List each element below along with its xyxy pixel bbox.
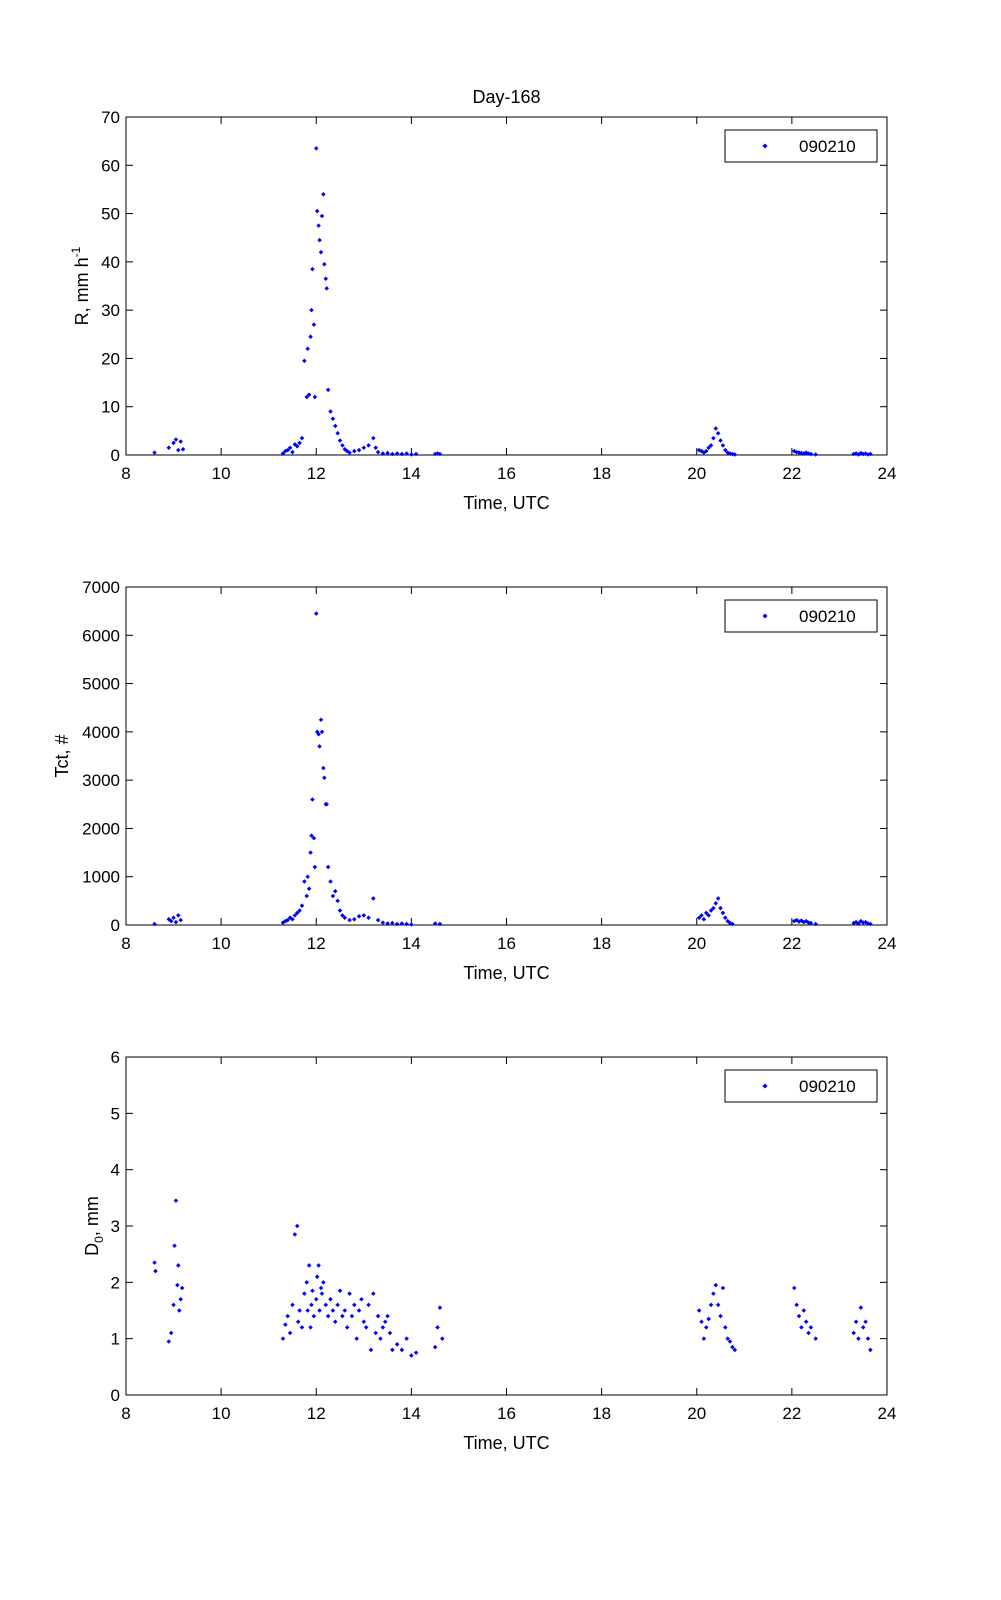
data-point xyxy=(152,922,157,927)
data-point xyxy=(716,1303,721,1308)
data-point xyxy=(792,1286,797,1291)
chart-2-xtick-label: 18 xyxy=(592,934,612,953)
data-point xyxy=(718,906,723,911)
data-point xyxy=(307,887,312,892)
chart-3-xtick-label: 20 xyxy=(687,1404,707,1423)
data-point xyxy=(302,879,307,884)
chart-2-legend xyxy=(725,600,877,632)
data-point xyxy=(308,850,313,855)
data-point xyxy=(395,922,400,927)
data-point xyxy=(338,908,343,913)
data-point xyxy=(385,1314,390,1319)
data-point xyxy=(414,1350,419,1355)
data-point xyxy=(152,450,157,455)
data-point xyxy=(307,1263,312,1268)
data-point xyxy=(333,1320,338,1325)
chart-2-xtick-label: 12 xyxy=(306,934,326,953)
chart-3-xtick-label: 18 xyxy=(592,1404,612,1423)
chart-1-ytick-label: 30 xyxy=(101,301,120,321)
data-point xyxy=(809,1325,814,1330)
chart-3-ylabel-main: D xyxy=(82,1242,102,1256)
chart-1-plot-area xyxy=(126,117,887,455)
chart-2-ytick-label: 4000 xyxy=(82,722,120,742)
chart-2-xtick-label: 14 xyxy=(401,934,421,953)
chart-2-xtick-label: 10 xyxy=(211,934,231,953)
data-point xyxy=(799,1325,804,1330)
data-point xyxy=(395,1342,400,1347)
chart-2-ytick-label: 1000 xyxy=(82,867,120,887)
data-point xyxy=(697,1308,702,1313)
data-point xyxy=(723,1325,728,1330)
chart-1-ytick-label: 10 xyxy=(101,397,120,417)
chart-1-xtick-label: 16 xyxy=(497,464,516,483)
data-point xyxy=(373,445,378,450)
chart-2-ylabel-main: Tct, # xyxy=(52,734,72,778)
data-point xyxy=(315,1274,320,1279)
data-point xyxy=(300,903,305,908)
data-point xyxy=(309,1303,314,1308)
chart-1-ylabel-sup: -1 xyxy=(69,246,83,258)
data-point xyxy=(181,447,186,452)
chart-3-ytick-label: 2 xyxy=(110,1273,120,1293)
data-point xyxy=(171,915,176,920)
chart-2-xtick-label: 8 xyxy=(121,934,131,953)
data-point xyxy=(305,1308,310,1313)
data-point xyxy=(314,146,319,151)
data-point xyxy=(343,1308,348,1313)
data-point xyxy=(362,1320,367,1325)
data-point xyxy=(806,1331,811,1336)
data-point xyxy=(859,1305,864,1310)
data-point xyxy=(172,1243,177,1248)
data-point xyxy=(304,1280,309,1285)
data-point xyxy=(314,611,319,616)
data-point xyxy=(376,450,381,455)
data-point xyxy=(152,1260,157,1265)
data-point xyxy=(390,452,395,457)
data-point xyxy=(376,918,381,923)
data-point xyxy=(308,334,313,339)
chart-1-legend-label: 090210 xyxy=(799,137,856,156)
chart-3-xtick-label: 8 xyxy=(121,1404,131,1423)
data-point xyxy=(313,865,318,870)
data-point xyxy=(851,1331,856,1336)
data-point xyxy=(167,1339,172,1344)
data-point xyxy=(433,1345,438,1350)
data-point xyxy=(321,766,326,771)
data-point xyxy=(863,1320,868,1325)
data-point xyxy=(335,899,340,904)
chart-2-ytick-label: 2000 xyxy=(82,819,120,839)
data-point xyxy=(702,917,707,922)
data-point xyxy=(326,1314,331,1319)
data-point xyxy=(383,1320,388,1325)
data-point xyxy=(409,922,414,927)
data-point xyxy=(802,1308,807,1313)
data-point xyxy=(320,1291,325,1296)
chart-2-ytick-label: 0 xyxy=(110,916,120,935)
data-point xyxy=(714,901,719,906)
data-point xyxy=(293,1232,298,1237)
data-point xyxy=(861,1325,866,1330)
data-point xyxy=(714,426,719,431)
data-point xyxy=(177,1308,182,1313)
data-point xyxy=(854,1320,859,1325)
data-point xyxy=(171,441,176,446)
chart-3-xtick-label: 22 xyxy=(782,1404,802,1423)
data-point xyxy=(326,388,331,393)
data-point xyxy=(357,448,362,453)
data-point xyxy=(352,449,357,454)
data-point xyxy=(308,1325,313,1330)
data-point xyxy=(338,438,343,443)
chart-3-ylabel-sub: 0 xyxy=(92,1236,106,1243)
chart-1-ytick-label: 0 xyxy=(110,446,120,465)
data-point xyxy=(312,1314,317,1319)
data-point xyxy=(813,922,818,927)
data-point xyxy=(302,1291,307,1296)
data-point xyxy=(340,443,345,448)
chart-2-xtick-label: 22 xyxy=(782,934,802,953)
data-point xyxy=(711,436,716,441)
chart-3-xtick-label: 14 xyxy=(401,1404,421,1423)
data-point xyxy=(338,1289,343,1294)
data-point xyxy=(319,718,324,723)
data-point xyxy=(438,922,443,927)
data-point xyxy=(285,1314,290,1319)
data-point xyxy=(310,267,315,272)
data-point xyxy=(345,1325,350,1330)
chart-3-ylabel-suffix: , mm xyxy=(82,1196,102,1237)
data-point xyxy=(813,1336,818,1341)
data-point xyxy=(297,441,302,446)
data-point xyxy=(322,262,327,267)
data-point xyxy=(381,1325,386,1330)
data-point xyxy=(174,920,179,925)
chart-3-xtick-label: 24 xyxy=(877,1404,897,1423)
data-point xyxy=(369,1348,374,1353)
data-point xyxy=(328,409,333,414)
data-point xyxy=(371,1291,376,1296)
data-point xyxy=(378,1336,383,1341)
chart-3-legend-label: 090210 xyxy=(799,1077,856,1096)
data-point xyxy=(699,1320,704,1325)
data-point xyxy=(359,1297,364,1302)
data-point xyxy=(331,894,336,899)
data-point xyxy=(178,1297,183,1302)
data-point xyxy=(323,276,328,281)
data-point xyxy=(366,1303,371,1308)
chart-1-xtick-label: 10 xyxy=(211,464,231,483)
data-point xyxy=(366,443,371,448)
chart-3-ytick-label: 6 xyxy=(110,1048,120,1067)
data-point xyxy=(333,889,338,894)
chart-1-xtick-label: 12 xyxy=(306,464,326,483)
chart-2-ytick-label: 7000 xyxy=(82,578,120,597)
chart-3-xtick-label: 10 xyxy=(211,1404,231,1423)
data-point xyxy=(295,1224,300,1229)
data-point xyxy=(414,452,419,457)
data-point xyxy=(357,914,362,919)
data-point xyxy=(718,1314,723,1319)
data-point xyxy=(435,1325,440,1330)
chart-3-series-1 xyxy=(152,1198,872,1357)
data-point xyxy=(371,896,376,901)
chart-1-xtick-label: 20 xyxy=(687,464,707,483)
data-point xyxy=(178,918,183,923)
data-point xyxy=(176,448,181,453)
chart-2-ytick-label: 3000 xyxy=(82,771,120,791)
data-point xyxy=(702,1336,707,1341)
chart-1-ytick-label: 70 xyxy=(101,108,120,127)
data-point xyxy=(331,417,336,422)
chart-1-ytick-label: 20 xyxy=(101,349,120,369)
chart-2-xtick-label: 16 xyxy=(497,934,516,953)
data-point xyxy=(350,1314,355,1319)
data-point xyxy=(440,1336,445,1341)
chart-1-ylabel-main: R, mm h xyxy=(72,257,92,326)
data-point xyxy=(347,918,352,923)
data-point xyxy=(331,1308,336,1313)
data-point xyxy=(300,1325,305,1330)
data-point xyxy=(316,223,321,228)
data-point xyxy=(357,1308,362,1313)
data-point xyxy=(297,1308,302,1313)
chart-2-xtick-label: 20 xyxy=(687,934,707,953)
data-point xyxy=(335,1303,340,1308)
data-point xyxy=(323,1303,328,1308)
data-point xyxy=(400,1348,405,1353)
data-point xyxy=(376,1314,381,1319)
data-point xyxy=(706,1317,711,1322)
data-point xyxy=(364,1325,369,1330)
chart-2-ytick-label: 5000 xyxy=(82,674,120,694)
data-point xyxy=(176,1263,181,1268)
data-point xyxy=(714,1283,719,1288)
data-point xyxy=(438,1305,443,1310)
chart-3-xlabel: Time, UTC xyxy=(463,1433,550,1453)
data-point xyxy=(804,1320,809,1325)
chart-3-ytick-label: 1 xyxy=(110,1329,120,1349)
data-point xyxy=(333,424,338,429)
chart-1-ylabel xyxy=(69,246,92,325)
data-point xyxy=(723,915,728,920)
data-point xyxy=(390,1348,395,1353)
data-point xyxy=(352,917,357,922)
data-point xyxy=(174,1198,179,1203)
data-point xyxy=(328,1297,333,1302)
data-point xyxy=(362,913,367,918)
data-point xyxy=(288,1331,293,1336)
chart-3-ytick-label: 5 xyxy=(110,1104,120,1124)
chart-1-ytick-label: 60 xyxy=(101,156,120,176)
data-point xyxy=(321,1280,326,1285)
data-point xyxy=(175,1283,180,1288)
chart-2-ytick-label: 6000 xyxy=(82,626,120,646)
data-point xyxy=(709,1303,714,1308)
data-point xyxy=(409,452,414,457)
chart-1-xtick-label: 22 xyxy=(782,464,802,483)
data-point xyxy=(404,1336,409,1341)
chart-1-xtick-label: 14 xyxy=(401,464,421,483)
data-point xyxy=(153,1269,158,1274)
data-point xyxy=(176,913,181,918)
data-point xyxy=(409,1353,414,1358)
data-point xyxy=(856,1336,861,1341)
data-point xyxy=(366,915,371,920)
data-point xyxy=(315,209,320,214)
data-point xyxy=(716,896,721,901)
chart-3-ytick-label: 0 xyxy=(110,1386,120,1405)
chart-2-xtick-label: 24 xyxy=(877,934,897,953)
chart-3-ytick-label: 3 xyxy=(110,1217,120,1236)
chart-2 xyxy=(52,578,896,983)
data-point xyxy=(313,395,318,400)
data-point xyxy=(309,308,314,313)
data-point xyxy=(321,192,326,197)
data-point xyxy=(324,286,329,291)
chart-2-ylabel xyxy=(52,734,72,777)
data-point xyxy=(347,1291,352,1296)
chart-1-legend xyxy=(725,130,877,162)
data-point xyxy=(180,1286,185,1291)
data-point xyxy=(290,450,295,455)
chart-3-legend xyxy=(725,1070,877,1102)
data-point xyxy=(721,1286,726,1291)
data-point xyxy=(310,1289,315,1294)
data-point xyxy=(373,1331,378,1336)
data-point xyxy=(300,436,305,441)
data-point xyxy=(283,1322,288,1327)
data-point xyxy=(290,1303,295,1308)
data-point xyxy=(305,874,310,879)
data-point xyxy=(362,445,367,450)
data-point xyxy=(813,452,818,457)
data-point xyxy=(178,439,183,444)
chart-1-xtick-label: 24 xyxy=(877,464,897,483)
data-point xyxy=(320,214,325,219)
data-point xyxy=(316,1263,321,1268)
chart-2-legend-label: 090210 xyxy=(799,607,856,626)
data-point xyxy=(296,1320,301,1325)
data-point xyxy=(718,438,723,443)
data-point xyxy=(721,911,726,916)
chart-1-xlabel: Time, UTC xyxy=(463,493,550,513)
chart-3-ylabel xyxy=(82,1196,106,1256)
data-point xyxy=(319,250,324,255)
chart-2-xlabel: Time, UTC xyxy=(463,963,550,983)
data-point xyxy=(302,359,307,364)
data-point xyxy=(794,1303,799,1308)
data-point xyxy=(400,452,405,457)
data-point xyxy=(305,347,310,352)
data-point xyxy=(335,431,340,436)
data-point xyxy=(304,894,309,899)
data-point xyxy=(319,1286,324,1291)
data-point xyxy=(388,1331,393,1336)
chart-1-xtick-label: 18 xyxy=(592,464,612,483)
data-point xyxy=(371,436,376,441)
chart-1-series-1 xyxy=(152,146,872,457)
chart-3-ytick-label: 4 xyxy=(110,1160,120,1180)
data-point xyxy=(328,879,333,884)
data-point xyxy=(404,922,409,927)
chart-1-title: Day-168 xyxy=(472,87,541,107)
data-point xyxy=(866,1336,871,1341)
data-point xyxy=(354,1336,359,1341)
data-point xyxy=(716,431,721,436)
data-point xyxy=(312,322,317,327)
chart-3-xtick-label: 12 xyxy=(306,1404,326,1423)
data-point xyxy=(281,1336,286,1341)
data-point xyxy=(167,445,172,450)
data-point xyxy=(711,1291,716,1296)
data-point xyxy=(381,920,386,925)
chart-1 xyxy=(69,87,896,513)
chart-2-series-1 xyxy=(152,611,872,926)
chart-1-ytick-label: 50 xyxy=(101,204,120,224)
data-point xyxy=(310,797,315,802)
data-point xyxy=(317,1308,322,1313)
data-point xyxy=(326,865,331,870)
data-point xyxy=(174,437,179,442)
data-point xyxy=(317,744,322,749)
data-point xyxy=(317,238,322,243)
data-point xyxy=(704,1325,709,1330)
chart-3 xyxy=(82,1048,896,1453)
chart-1-ytick-label: 40 xyxy=(101,252,120,272)
data-point xyxy=(797,1314,802,1319)
data-point xyxy=(721,443,726,448)
data-point xyxy=(868,1348,873,1353)
data-point xyxy=(171,1303,176,1308)
data-point xyxy=(340,1314,345,1319)
data-point xyxy=(314,1297,319,1302)
data-point xyxy=(322,775,327,780)
chart-3-xtick-label: 16 xyxy=(497,1404,516,1423)
data-point xyxy=(169,1331,174,1336)
chart-2-plot-area xyxy=(126,587,887,925)
data-point xyxy=(320,730,325,735)
chart-1-xtick-label: 8 xyxy=(121,464,131,483)
data-point xyxy=(352,1303,357,1308)
chart-3-plot-area xyxy=(126,1057,887,1395)
